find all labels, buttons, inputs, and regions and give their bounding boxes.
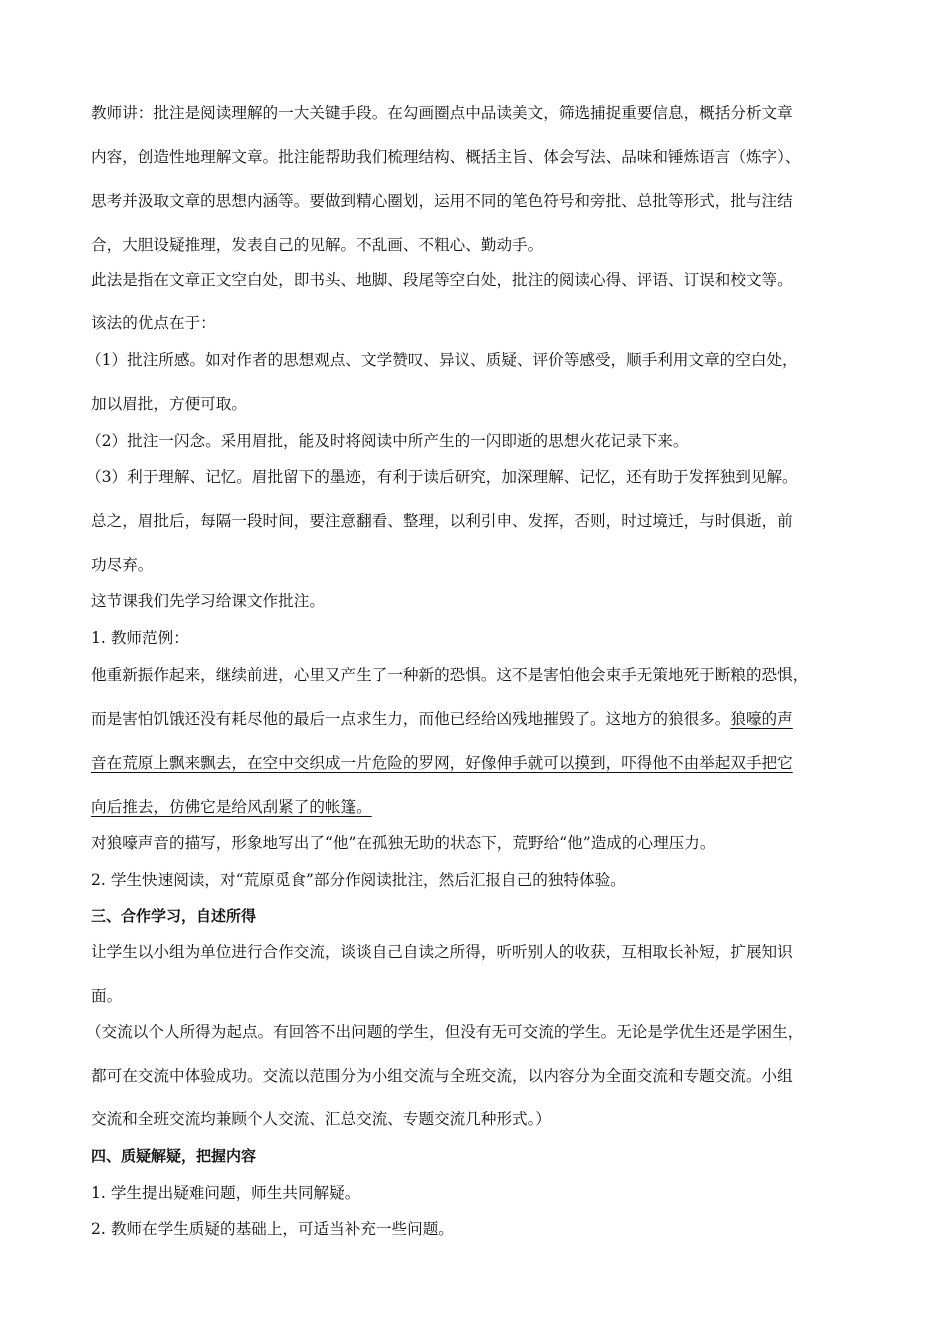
section-heading: 三、合作学习，自述所得 — [91, 907, 257, 925]
text-line: （交流以个人所得为起点。有回答不出问题的学生，但没有无可交流的学生。无论是学优生还是学困生， — [86, 1023, 804, 1041]
text-line: 他重新振作起来，继续前进，心里又产生了一种新的恐惧。这不是害怕他会束手无策地死于断粮的恐惧， — [91, 666, 809, 684]
text-line: 这节课我们先学习给课文作批注。 — [91, 592, 325, 610]
text-line — [91, 709, 793, 729]
text-line: 2. 教师在学生质疑的基础上，可适当补充一些问题。 — [91, 1220, 454, 1238]
text-line: 让学生以小组为单位进行合作交流，谈谈自己自读之所得，听听别人的收获，互相取长补短，扩展知识 — [91, 943, 793, 961]
text-line: 加以眉批，方便可取。 — [91, 395, 247, 413]
text-line: （2）批注一闪念。采用眉批，能及时将阅读中所产生的一闪即逝的思想火花记录下来。 — [86, 432, 689, 450]
text-line: 1. 学生提出疑难问题，师生共同解疑。 — [91, 1184, 361, 1202]
text-line: （1）批注所感。如对作者的思想观点、文学赞叹、异议、质疑、评价等感受，顺手利用文章的空白处， — [86, 351, 798, 369]
text-line: 面。 — [91, 987, 123, 1005]
text-line: 1. 教师范例： — [91, 629, 189, 647]
text-line: 该法的优点在于： — [91, 314, 216, 332]
text-line: 思考并汲取文章的思想内涵等。要做到精心圈划，运用不同的笔色符号和旁批、总批等形式，批与注结 — [91, 192, 793, 210]
text-line: 功尽弃。 — [91, 556, 154, 574]
text-line: 交流和全班交流均兼顾个人交流、汇总交流、专题交流几种形式。） — [91, 1110, 552, 1128]
underlined-line: 向后推去，仿佛它是给风刮紧了的帐篷。 — [91, 798, 372, 816]
text-line: 合，大胆设疑推理，发表自己的见解。不乱画、不粗心、勤动手。 — [91, 236, 544, 254]
plain-segment: 而是害怕饥饿还没有耗尽他的最后一点求生力，而他已经给凶残地摧毁了。这地方的狼很多。 — [91, 710, 731, 728]
text-line: 对狼嚎声音的描写，形象地写出了“他”在孤独无助的状态下，荒野给“他”造成的心理压力。 — [91, 834, 716, 852]
text-line: 内容，创造性地理解文章。批注能帮助我们梳理结构、概括主旨、体会写法、品味和锤炼语言（炼字）、 — [91, 148, 801, 166]
section-heading: 四、质疑解疑，把握内容 — [91, 1147, 257, 1165]
text-line: 总之，眉批后，每隔一段时间，要注意翻看、整理，以利引申、发挥，否则，时过境迁，与时俱逝，前 — [91, 512, 793, 530]
text-line: 2. 学生快速阅读，对“荒原觅食”部分作阅读批注，然后汇报自己的独特体验。 — [91, 871, 626, 889]
text-line: （3）利于理解、记忆。眉批留下的墨迹，有利于读后研究，加深理解、记忆，还有助于发挥独到见解。 — [86, 468, 798, 486]
text-line: 都可在交流中体验成功。交流以范围分为小组交流与全班交流，以内容分为全面交流和专题交流。小组 — [91, 1067, 793, 1085]
underlined-segment: 狼嚎的声 — [730, 710, 793, 728]
text-line: 此法是指在文章正文空白处，即书头、地脚、段尾等空白处，批注的阅读心得、评语、订误和校文等。 — [91, 271, 793, 289]
text-line: 教师讲：批注是阅读理解的一大关键手段。在勾画圈点中品读美文，筛选捕捉重要信息，概括分析文章 — [91, 104, 793, 122]
underlined-line: 音在荒原上飘来飘去，在空中交织成一片危险的罗网，好像伸手就可以摸到，吓得他不由举起双手把它 — [91, 754, 793, 772]
